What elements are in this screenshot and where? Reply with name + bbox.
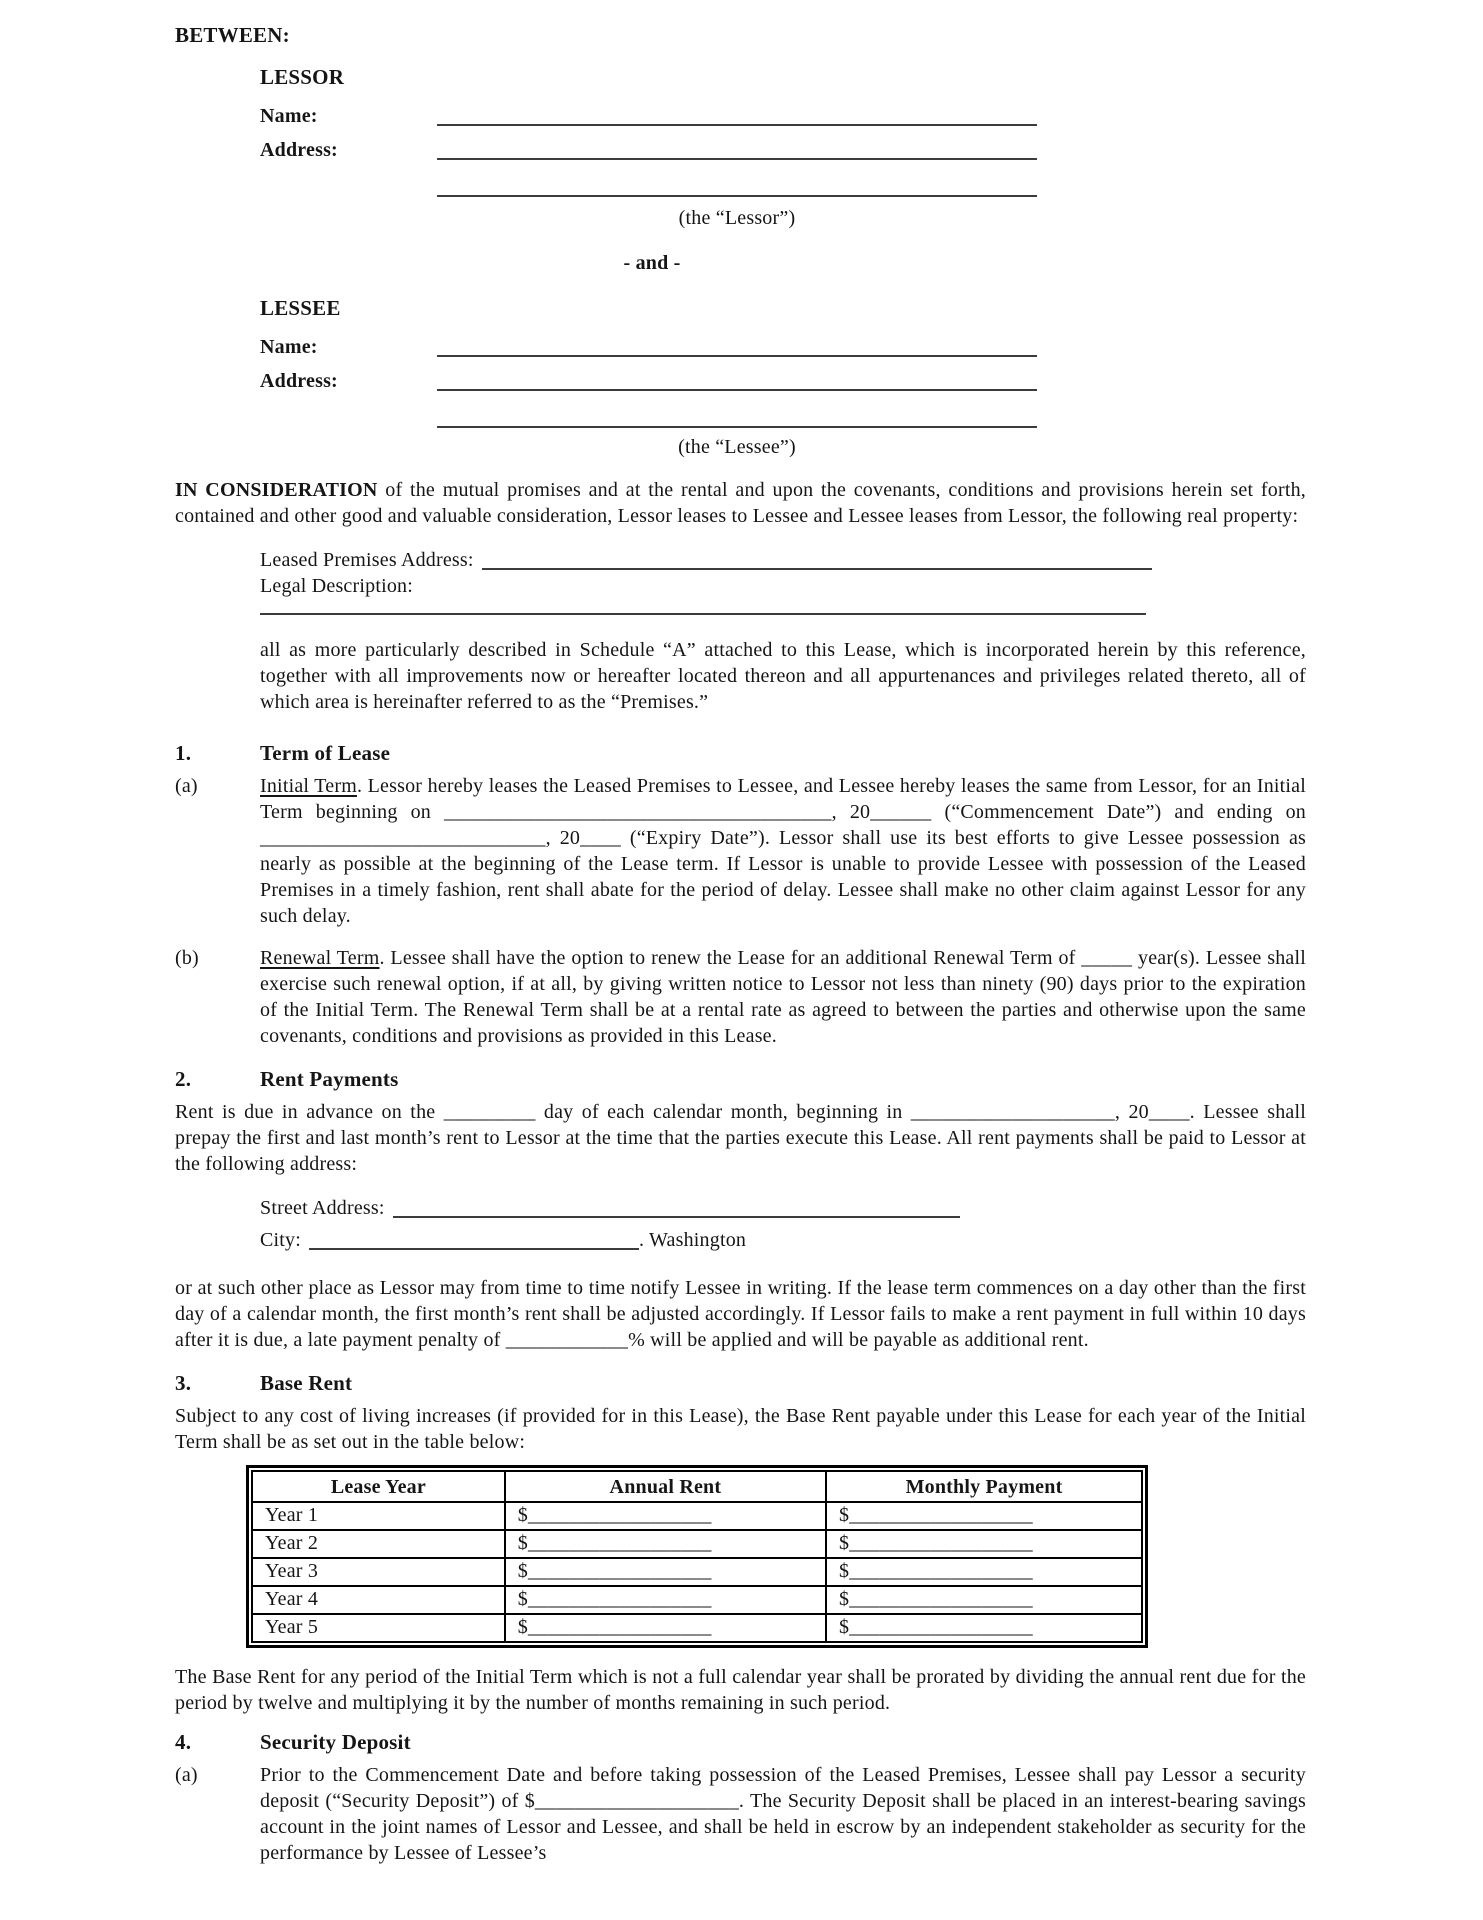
leased-premises-row [260, 545, 1152, 573]
lessee-name-line [437, 354, 1037, 357]
section-base-rent-heading [175, 1371, 1306, 1396]
annual-rent-cell: $__________________ [505, 1558, 826, 1586]
lessee-address-line-1 [437, 388, 1037, 391]
section-term-title: Term of Lease [260, 741, 391, 765]
term-item-a-rest: . Lessor hereby leases the Leased Premises to Lessee, and Lessee hereby leases the same from Lessor, for an Initial Term beginning on ______________________________________, 20______ (“Commencement Date”) and ending on ____________________________, 20____ (“Expiry Date”). Lessor shall use its best efforts to give Lessee possession as nearly as possible at the beginning of the Lease term. If Lessor is unable to provide Lessee with possession of the Leased Premises in a timely fashion, rent shall abate for the period of delay. Lessee shall make no other claim against Lessor for any such delay. [260, 775, 1306, 927]
monthly-payment-cell: $__________________ [826, 1502, 1142, 1530]
rent-outro-paragraph: or at such other place as Lessor may from time to time notify Lessee in writing. If the lease term commences on a day other than the first day of a calendar month, the first month’s rent shall be adjusted accordingly. If Lessor fails to make a rent payment in full within 10 days after it is due, a late payment penalty of ____________% will be applied and will be payable as additional rent. [175, 1277, 1306, 1351]
lessee-caption: (the “Lessee”) [678, 436, 796, 458]
street-address-line [393, 1215, 960, 1218]
legal-description-row [260, 573, 1306, 599]
section-term-number: 1. [175, 741, 192, 765]
rent-intro-paragraph: Rent is due in advance on the _________ day of each calendar month, beginning in ____________________, 20____. Lessee shall prepay the first and last month’s rent to Lessor at the time that the parties execute this Lease. All rent payments shall be paid to Lessor at the following address: [175, 1101, 1306, 1175]
lease-year-cell: Year 2 [252, 1530, 505, 1558]
lessee-heading: LESSEE [260, 296, 341, 320]
header-annual-rent: Annual Rent [505, 1471, 826, 1502]
section-rent-title: Rent Payments [260, 1067, 399, 1091]
legal-description-label: Legal Description: [260, 575, 413, 597]
city-suffix: . Washington [639, 1229, 747, 1251]
lessor-address-row [260, 135, 1306, 163]
term-item-b [175, 945, 1306, 1049]
annual-rent-cell: $__________________ [505, 1502, 826, 1530]
lessee-block [260, 296, 1306, 460]
base-rent-intro-paragraph: Subject to any cost of living increases (if provided for in this Lease), the Base Rent payable under this Lease for each year of the Initial Term shall be as set out in the table below: [175, 1405, 1306, 1453]
security-item-a-text: Prior to the Commencement Date and before taking possession of the Leased Premises, Lessee shall pay Lessor a security deposit (“Security Deposit”) of $____________________. The Security Deposit shall be placed in an interest-bearing savings account in the joint names of Lessor and Lessee, and shall be held in escrow by an independent stakeholder as security for the performance by Lessee of Lessee’s [260, 1764, 1306, 1864]
section-security-heading [175, 1730, 1306, 1755]
security-item-a [175, 1762, 1306, 1866]
lessor-address-line-2 [437, 163, 1037, 197]
city-row [260, 1225, 1306, 1253]
lessor-name-line [437, 123, 1037, 126]
term-item-b-lead: Renewal Term [260, 947, 380, 969]
consideration-paragraph [175, 477, 1306, 529]
lessor-name-row [260, 101, 1306, 129]
lessee-name-label: Name: [260, 336, 318, 358]
lessor-block [260, 65, 1306, 231]
term-item-a-marker: (a) [175, 775, 198, 797]
term-item-a-text [260, 773, 1306, 929]
lessor-caption: (the “Lessor”) [678, 207, 796, 229]
monthly-payment-cell: $__________________ [826, 1614, 1142, 1642]
leased-premises-line [482, 567, 1152, 570]
monthly-payment-cell: $__________________ [826, 1530, 1142, 1558]
section-security-number: 4. [175, 1730, 192, 1754]
lessor-heading: LESSOR [260, 65, 345, 89]
header-lease-year: Lease Year [252, 1471, 505, 1502]
lessor-name-label: Name: [260, 105, 318, 127]
table-row [252, 1586, 1142, 1614]
schedule-paragraph: all as more particularly described in Schedule “A” attached to this Lease, which is incorporated herein by this reference, together with all improvements now or hereafter located thereon and all appurtenances and privileges related thereto, all of which area is hereinafter referred to as the “Premises.” [260, 639, 1306, 713]
monthly-payment-cell: $__________________ [826, 1586, 1142, 1614]
street-address-row [260, 1193, 960, 1221]
term-item-b-rest: . Lessee shall have the option to renew the Lease for an additional Renewal Term of _____ year(s). Lessee shall exercise such renewal option, if at all, by giving written notice to Lessor not less than ninety (90) days prior to the expiration of the Initial Term. The Renewal Term shall be at a rental rate as agreed to between the parties and otherwise upon the same covenants, conditions and provisions as provided in this Lease. [260, 947, 1306, 1047]
lessor-address-line-1 [437, 157, 1037, 160]
annual-rent-cell: $__________________ [505, 1586, 826, 1614]
monthly-payment-cell: $__________________ [826, 1558, 1142, 1586]
and-separator: - and - [623, 252, 681, 274]
section-security-title: Security Deposit [260, 1730, 411, 1754]
section-base-rent-title: Base Rent [260, 1371, 353, 1395]
table-row [252, 1530, 1142, 1558]
between-label: BETWEEN: [175, 23, 290, 47]
city-line [309, 1247, 639, 1250]
city-label: City: [260, 1229, 302, 1251]
section-rent-heading [175, 1067, 1306, 1092]
rent-address-block [260, 1193, 1306, 1253]
table-row [252, 1502, 1142, 1530]
rent-table-wrapper [246, 1465, 1148, 1648]
header-monthly-payment: Monthly Payment [826, 1471, 1142, 1502]
lessee-name-row [260, 332, 1306, 360]
lessor-address-label: Address: [260, 139, 338, 161]
lessee-address-row [260, 366, 1306, 394]
table-row [252, 1614, 1142, 1642]
base-rent-outro-paragraph: The Base Rent for any period of the Initial Term which is not a full calendar year shall be prorated by dividing the annual rent due for the period by twelve and multiplying it by the number of months remaining in such period. [175, 1666, 1306, 1714]
term-item-b-marker: (b) [175, 947, 199, 969]
lease-year-cell: Year 5 [252, 1614, 505, 1642]
term-item-b-text [260, 945, 1306, 1049]
street-address-label: Street Address: [260, 1197, 385, 1219]
consideration-lead: IN CONSIDERATION [175, 479, 378, 501]
table-row [252, 1558, 1142, 1586]
lease-year-cell: Year 3 [252, 1558, 505, 1586]
leased-premises-label: Leased Premises Address: [260, 549, 474, 571]
lessee-address-label: Address: [260, 370, 338, 392]
legal-description-line [260, 599, 1146, 615]
security-item-a-marker: (a) [175, 1764, 198, 1786]
lessee-address-line-2 [437, 394, 1037, 428]
consideration-rest: of the mutual promises and at the rental and upon the covenants, conditions and provisions herein set forth, contained and other good and valuable consideration, Lessor leases to Lessee and Lessee leases from Lessor, the following real property: [175, 479, 1306, 527]
rent-table-header-row [252, 1471, 1142, 1502]
lease-year-cell: Year 1 [252, 1502, 505, 1530]
section-term-heading [175, 741, 1306, 766]
term-item-a [175, 773, 1306, 929]
section-rent-number: 2. [175, 1067, 192, 1091]
annual-rent-cell: $__________________ [505, 1530, 826, 1558]
term-item-a-lead: Initial Term [260, 775, 357, 797]
section-base-rent-number: 3. [175, 1371, 192, 1395]
lease-year-cell: Year 4 [252, 1586, 505, 1614]
annual-rent-cell: $__________________ [505, 1614, 826, 1642]
premises-block [260, 545, 1306, 615]
rent-table [251, 1470, 1143, 1643]
